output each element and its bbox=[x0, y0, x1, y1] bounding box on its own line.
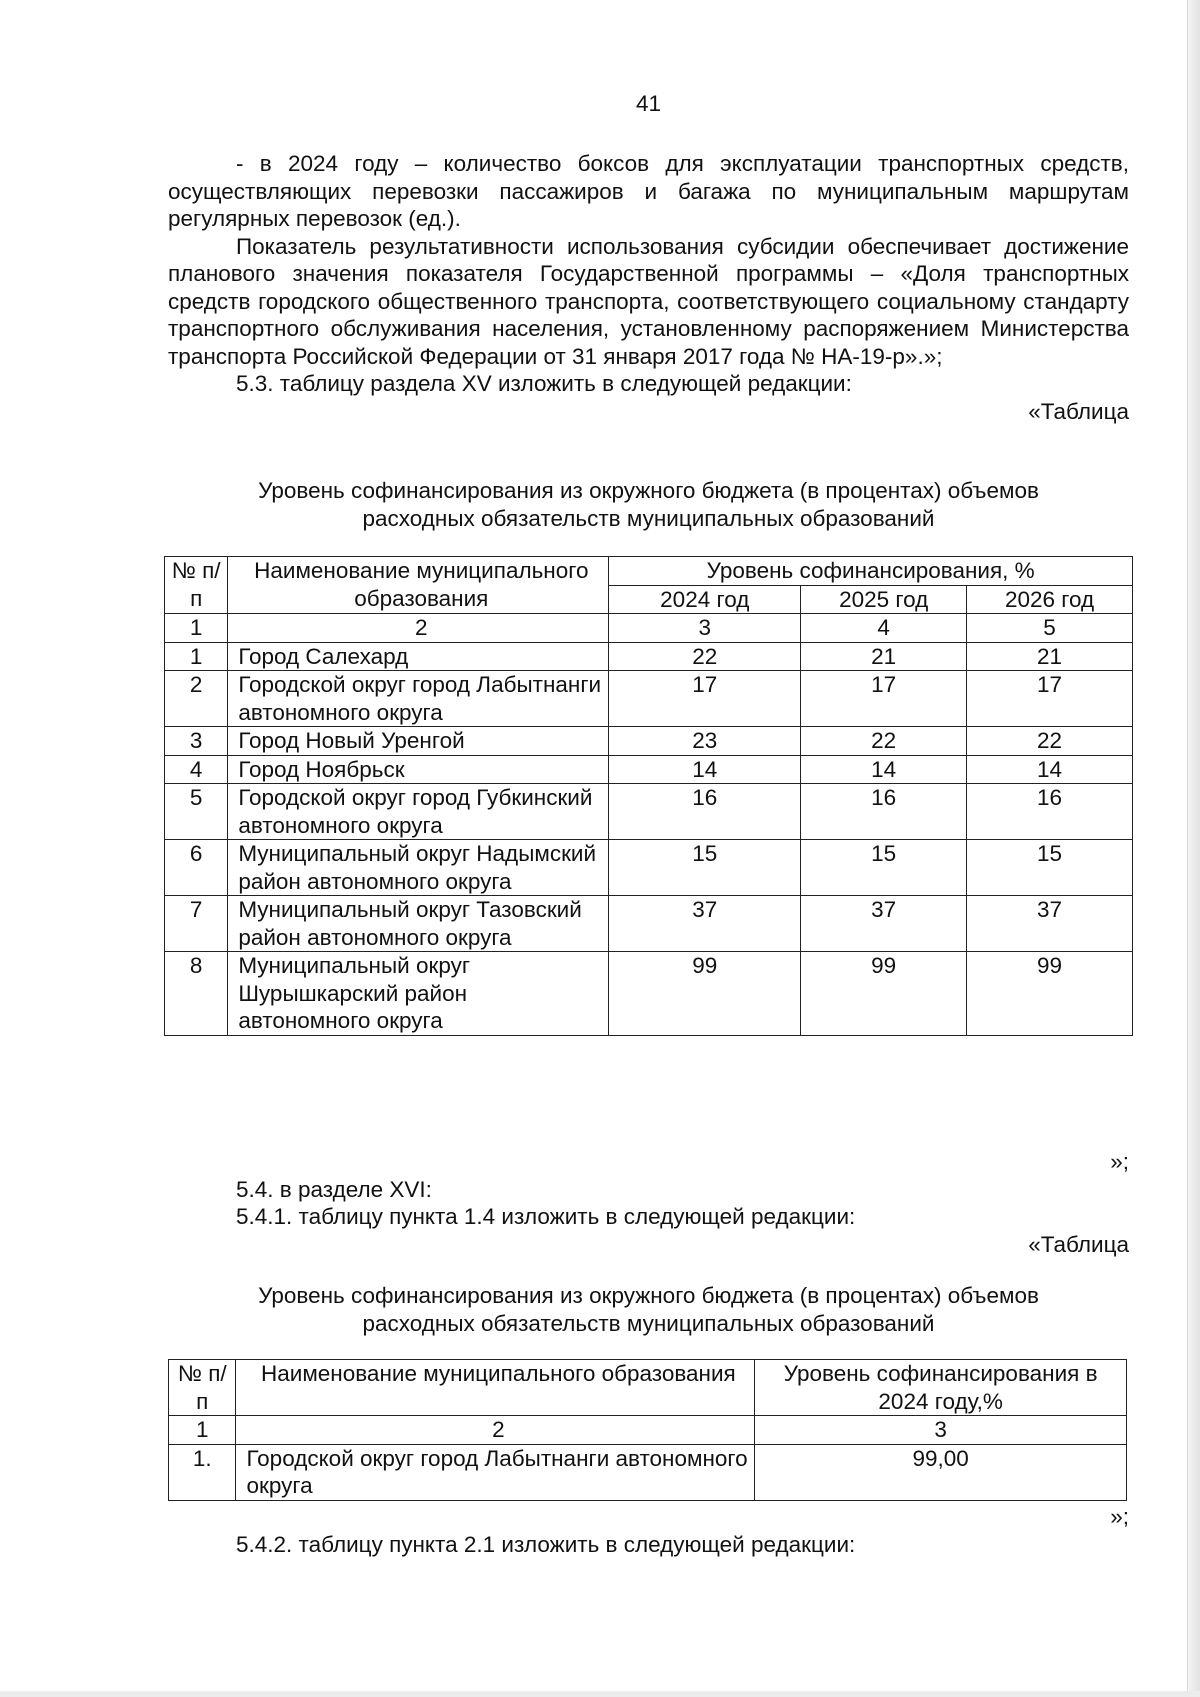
row-num: 4 bbox=[165, 755, 228, 784]
header-year-2026: 2026 год bbox=[967, 585, 1133, 614]
row-value-2025: 17 bbox=[801, 671, 967, 727]
paragraph-boxes-2024: - в 2024 году – количество боксов для эксплуатации транспортных средств, осуществляющих перевозки пассажиров и багажа по муниципальным маршрутам регулярных перевозок (ед.). bbox=[168, 151, 1129, 231]
header-name: Наименование муниципального образования bbox=[236, 1360, 755, 1416]
text-block-section-5-4 bbox=[168, 1148, 1129, 1258]
table2-closing-quote: »; bbox=[1110, 1504, 1129, 1529]
row-num: 5 bbox=[165, 784, 228, 840]
index-cell: 1 bbox=[165, 614, 228, 643]
index-row bbox=[165, 614, 1133, 643]
index-cell: 4 bbox=[801, 614, 967, 643]
row-num: 2 bbox=[165, 671, 228, 727]
table-row bbox=[165, 671, 1133, 727]
header-year-2024: 2024 год bbox=[609, 585, 801, 614]
header-year-2025: 2025 год bbox=[801, 585, 967, 614]
row-name: Городской округ город Лабытнанги автономного округа bbox=[236, 1444, 755, 1500]
table2-title bbox=[168, 1282, 1129, 1337]
row-value-2026: 21 bbox=[967, 642, 1133, 671]
page-number: 41 bbox=[635, 91, 662, 116]
row-value-2024: 17 bbox=[609, 671, 801, 727]
index-cell: 5 bbox=[967, 614, 1133, 643]
index-row bbox=[169, 1416, 1127, 1445]
row-value-2024: 23 bbox=[609, 727, 801, 756]
row-name: Городской округ город Губкинский автономного округа bbox=[228, 784, 609, 840]
table1-title-line1: Уровень софинансирования из окружного бюджета (в процентах) объемов bbox=[258, 478, 1039, 503]
row-value-2024: 15 bbox=[609, 840, 801, 896]
row-value-2025: 99 bbox=[801, 952, 967, 1036]
paragraph-indicator: Показатель результативности использования субсидии обеспечивает достижение планового значения показателя Государственной программы – «Доля транспортных средств городского общественного транспорта, соответствующего социальному стандарту транспортного обслуживания населения, установленному распоряжением Министерства транспорта Российской Федерации от 31 января 2017 года № НА-19-р».»; bbox=[168, 233, 1129, 369]
header-name: Наименование муниципального образования bbox=[228, 557, 609, 614]
index-cell: 2 bbox=[228, 614, 609, 643]
header-num: № п/п bbox=[165, 557, 228, 614]
row-num: 1. bbox=[169, 1444, 236, 1500]
table1-label: «Таблица bbox=[1028, 398, 1129, 424]
table-row bbox=[165, 896, 1133, 952]
index-cell: 1 bbox=[169, 1416, 236, 1445]
header-level: Уровень софинансирования, % bbox=[609, 557, 1133, 586]
row-name: Городской округ город Лабытнанги автономного округа bbox=[228, 671, 609, 727]
row-value-2025: 22 bbox=[801, 727, 967, 756]
row-value-2025: 21 bbox=[801, 642, 967, 671]
table-row bbox=[165, 727, 1133, 756]
table-row bbox=[165, 952, 1133, 1036]
row-value-2025: 15 bbox=[801, 840, 967, 896]
table1-title-line2: расходных обязательств муниципальных образований bbox=[362, 505, 935, 531]
page-edge bbox=[1187, 0, 1200, 1697]
row-value-2024: 99 bbox=[609, 952, 801, 1036]
row-value-2024: 22 bbox=[609, 642, 801, 671]
paragraph-5-4: 5.4. в разделе XVI: bbox=[236, 1176, 432, 1202]
text-block-intro bbox=[168, 150, 1129, 425]
table2-label: «Таблица bbox=[1028, 1231, 1129, 1257]
table-row bbox=[165, 840, 1133, 896]
row-value-2026: 37 bbox=[967, 896, 1133, 952]
paragraph-5-3: 5.3. таблицу раздела XV изложить в следующей редакции: bbox=[236, 371, 852, 396]
table-row bbox=[169, 1444, 1127, 1500]
row-name: Муниципальный округ Шурышкарский район автономного округа bbox=[228, 952, 609, 1036]
table1-closing-quote: »; bbox=[1110, 1149, 1129, 1174]
row-name: Город Салехард bbox=[228, 642, 609, 671]
row-value-2026: 16 bbox=[967, 784, 1133, 840]
index-cell: 3 bbox=[755, 1416, 1127, 1445]
index-cell: 3 bbox=[609, 614, 801, 643]
row-value-2024: 14 bbox=[609, 755, 801, 784]
row-value-2024: 16 bbox=[609, 784, 801, 840]
row-value-2025: 37 bbox=[801, 896, 967, 952]
row-value-2026: 14 bbox=[967, 755, 1133, 784]
header-num: № п/п bbox=[169, 1360, 236, 1416]
row-name: Город Ноябрьск bbox=[228, 755, 609, 784]
cofinancing-table-xv bbox=[164, 556, 1133, 1036]
row-num: 1 bbox=[165, 642, 228, 671]
row-value-2026: 22 bbox=[967, 727, 1133, 756]
page-edge-bottom bbox=[0, 1691, 1200, 1697]
row-name: Город Новый Уренгой bbox=[228, 727, 609, 756]
cofinancing-table-1-4 bbox=[168, 1359, 1127, 1501]
row-value-2024: 37 bbox=[609, 896, 801, 952]
table-row bbox=[165, 755, 1133, 784]
row-num: 3 bbox=[165, 727, 228, 756]
row-name: Муниципальный округ Тазовский район автономного округа bbox=[228, 896, 609, 952]
paragraph-5-4-2: 5.4.2. таблицу пункта 2.1 изложить в следующей редакции: bbox=[236, 1531, 856, 1557]
row-value-2024: 99,00 bbox=[755, 1444, 1127, 1500]
row-value-2025: 16 bbox=[801, 784, 967, 840]
table2-title-line2: расходных обязательств муниципальных образований bbox=[362, 1310, 935, 1336]
table2-title-line1: Уровень софинансирования из окружного бюджета (в процентах) объемов bbox=[258, 1283, 1039, 1308]
table-row bbox=[165, 784, 1133, 840]
header-level: Уровень софинансирования в 2024 году,% bbox=[755, 1360, 1127, 1416]
row-value-2026: 17 bbox=[967, 671, 1133, 727]
index-cell: 2 bbox=[236, 1416, 755, 1445]
text-block-final bbox=[168, 1503, 1129, 1558]
row-num: 8 bbox=[165, 952, 228, 1036]
table1-title bbox=[168, 477, 1129, 532]
row-name: Муниципальный округ Надымский район автономного округа bbox=[228, 840, 609, 896]
row-value-2026: 99 bbox=[967, 952, 1133, 1036]
paragraph-5-4-1: 5.4.1. таблицу пункта 1.4 изложить в следующей редакции: bbox=[236, 1204, 856, 1229]
table-row bbox=[165, 642, 1133, 671]
row-value-2026: 15 bbox=[967, 840, 1133, 896]
row-num: 6 bbox=[165, 840, 228, 896]
row-num: 7 bbox=[165, 896, 228, 952]
row-value-2025: 14 bbox=[801, 755, 967, 784]
